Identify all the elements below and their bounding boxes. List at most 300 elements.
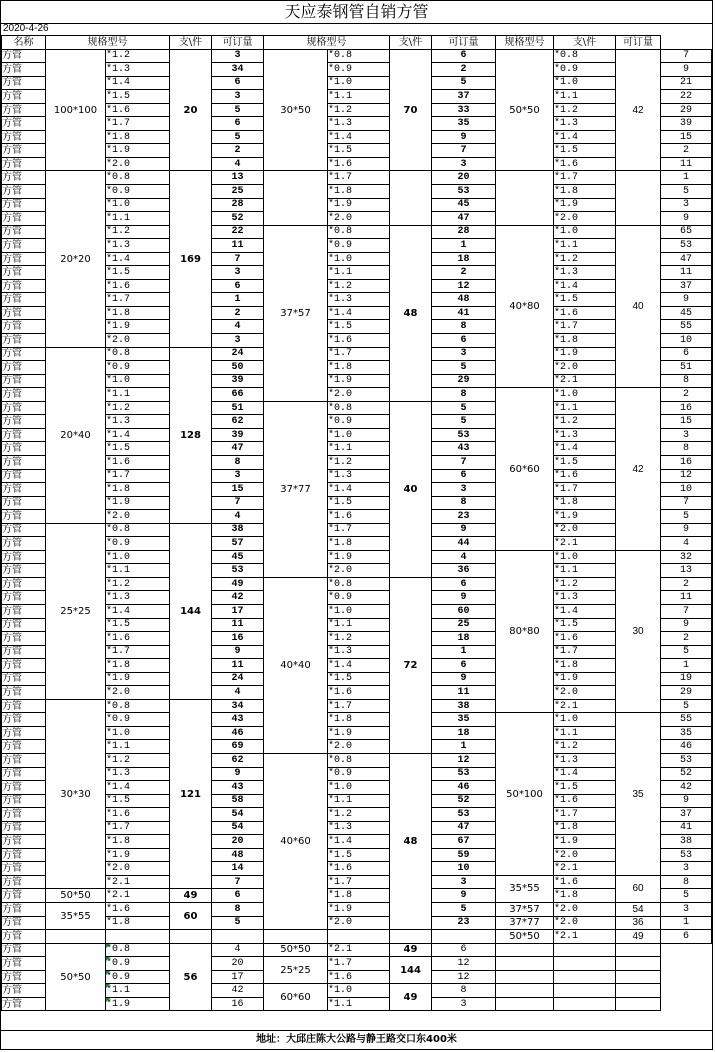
table-row — [2, 279, 712, 293]
col2-qty: 5 — [432, 903, 496, 917]
col2-qty: 6 — [432, 49, 496, 63]
col2-qty: 6 — [432, 577, 496, 591]
row-label: 方管 — [2, 523, 46, 537]
col1-spec: *0.9 — [106, 185, 170, 199]
bottom-right-empty — [554, 970, 616, 984]
col1-qty: 49 — [212, 577, 264, 591]
row-label: 方管 — [2, 306, 46, 320]
col3-spec: *1.3 — [554, 117, 616, 131]
table-row — [2, 496, 712, 510]
sheet-date: 2020-4-26 — [3, 23, 49, 34]
header-cell-4: 规格型号 — [264, 36, 390, 50]
col3-spec: *2.0 — [554, 361, 616, 375]
col3-qty: 39 — [661, 117, 712, 131]
col1-spec: *2.0 — [106, 510, 170, 524]
col3-qty: 9 — [661, 618, 712, 632]
col2-spec: *1.0 — [328, 428, 390, 442]
col1-spec: *1.6 — [106, 455, 170, 469]
col2-spec: *0.9 — [328, 239, 390, 253]
col1-qty: 57 — [212, 537, 264, 551]
col3-size: 37*57 — [496, 903, 554, 917]
table-row — [2, 252, 712, 266]
col2-qty: 45 — [432, 198, 496, 212]
col3-spec: *1.4 — [554, 767, 616, 781]
col2-size: 37*57 — [264, 225, 328, 401]
bottom-right-empty — [616, 984, 661, 998]
col3-spec: *1.6 — [554, 157, 616, 171]
row-label: 方管 — [2, 794, 46, 808]
row-label: 方管 — [2, 713, 46, 727]
col2-qty: 48 — [432, 293, 496, 307]
bottom-mid-pieces: 144 — [390, 957, 432, 984]
row-label: 方管 — [2, 361, 46, 375]
col3-qty: 15 — [661, 415, 712, 429]
col1-spec: *1.8 — [106, 130, 170, 144]
row-label: 方管 — [2, 781, 46, 795]
col1-spec: *1.8 — [106, 659, 170, 673]
col3-qty: 2 — [661, 388, 712, 402]
col2-spec: *2.0 — [328, 564, 390, 578]
col1-qty: 6 — [212, 76, 264, 90]
col2-spec: *1.7 — [328, 699, 390, 713]
col3-spec: *1.5 — [554, 781, 616, 795]
col2-spec: *1.2 — [328, 103, 390, 117]
col3-qty: 7 — [661, 496, 712, 510]
table-row — [2, 117, 712, 131]
row-label: 方管 — [2, 63, 46, 77]
row-label: 方管 — [2, 835, 46, 849]
col3-spec: *1.2 — [554, 740, 616, 754]
col2-pieces: 70 — [390, 49, 432, 171]
col1-qty: 50 — [212, 361, 264, 375]
col3-qty: 1 — [661, 659, 712, 673]
col3-spec: *2.1 — [554, 699, 616, 713]
col3-qty: 22 — [661, 90, 712, 104]
col1-pieces: 144 — [170, 523, 212, 699]
table-row — [2, 374, 712, 388]
header-cell-9: 可订量 — [616, 36, 661, 50]
col2-qty: 18 — [432, 632, 496, 646]
col1-qty: 7 — [212, 875, 264, 889]
table-row — [2, 212, 712, 226]
col3-spec: *1.4 — [554, 442, 616, 456]
col3-qty: 41 — [661, 821, 712, 835]
col1-size: 20*20 — [46, 171, 106, 347]
col2-qty: 5 — [432, 415, 496, 429]
col2-spec: *1.9 — [328, 198, 390, 212]
col2-spec: *1.4 — [328, 130, 390, 144]
col2-spec: *1.0 — [328, 76, 390, 90]
col3-pieces: 40 — [616, 225, 661, 388]
bottom-size: 50*50 — [46, 943, 106, 1011]
col3-size: 35*55 — [496, 875, 554, 902]
col2-qty: 9 — [432, 523, 496, 537]
col1-qty: 2 — [212, 306, 264, 320]
table-row — [2, 266, 712, 280]
col1-pieces: 169 — [170, 171, 212, 347]
table-row — [2, 632, 712, 646]
col2-qty: 25 — [432, 618, 496, 632]
col3-qty: 6 — [661, 930, 712, 944]
col3-qty: 7 — [661, 604, 712, 618]
col3-spec: *2.0 — [554, 686, 616, 700]
col1-qty: 11 — [212, 618, 264, 632]
col1-qty: 45 — [212, 550, 264, 564]
col1-size: 50*50 — [46, 889, 106, 903]
col1-qty: 52 — [212, 212, 264, 226]
table-row — [2, 943, 712, 957]
col3-qty: 38 — [661, 835, 712, 849]
col2-qty: 9 — [432, 591, 496, 605]
table-row — [2, 753, 712, 767]
col2-spec: *1.8 — [328, 185, 390, 199]
table-row — [2, 428, 712, 442]
row-label: 方管 — [2, 984, 46, 998]
row-label: 方管 — [2, 645, 46, 659]
table-row — [2, 171, 712, 185]
col1-spec: *1.6 — [106, 808, 170, 822]
row-label: 方管 — [2, 401, 46, 415]
col3-spec: *1.0 — [554, 76, 616, 90]
table-row — [2, 672, 712, 686]
col1-spec: *1.0 — [106, 374, 170, 388]
col3-pieces: 54 — [616, 903, 661, 917]
col1-qty: 24 — [212, 347, 264, 361]
col1-spec: *1.0 — [106, 726, 170, 740]
col3-spec: *1.9 — [554, 510, 616, 524]
col3-pieces: 49 — [616, 930, 661, 944]
col3-spec: *1.5 — [554, 293, 616, 307]
col1-spec: *1.9 — [106, 848, 170, 862]
col3-spec: *2.1 — [554, 862, 616, 876]
header-cell-0: 名称 — [2, 36, 46, 50]
bottom-right-empty — [616, 957, 661, 971]
col1-qty: 43 — [212, 713, 264, 727]
col1-spec: *1.3 — [106, 239, 170, 253]
col3-spec: *2.0 — [554, 212, 616, 226]
col1-spec: *0.9 — [106, 537, 170, 551]
col1-qty: 6 — [212, 279, 264, 293]
col3-spec: *1.7 — [554, 808, 616, 822]
col1-qty: 7 — [212, 252, 264, 266]
bottom-mid-size: 60*60 — [264, 984, 328, 1011]
bottom-right-pieces — [616, 943, 661, 957]
col1-spec: *1.4 — [106, 604, 170, 618]
col1-spec: *1.7 — [106, 293, 170, 307]
col3-qty: 9 — [661, 523, 712, 537]
table-row — [2, 469, 712, 483]
table-row — [2, 645, 712, 659]
table-row — [2, 523, 712, 537]
col2-qty: 3 — [432, 157, 496, 171]
sheet-title: 天应泰钢管自销方管 — [1, 1, 712, 24]
col1-qty: 58 — [212, 794, 264, 808]
col2-spec: *1.6 — [328, 334, 390, 348]
col1-qty: 11 — [212, 659, 264, 673]
row-label: 方管 — [2, 889, 46, 903]
col3-qty: 5 — [661, 699, 712, 713]
col1-qty: 22 — [212, 225, 264, 239]
bottom-qty: 17 — [212, 970, 264, 984]
col1-qty: 43 — [212, 781, 264, 795]
col1-spec: *0.8 — [106, 699, 170, 713]
col3-qty: 5 — [661, 510, 712, 524]
col2-spec: *1.1 — [328, 618, 390, 632]
col3-qty: 42 — [661, 781, 712, 795]
col2-qty: 18 — [432, 252, 496, 266]
col1-qty: 8 — [212, 455, 264, 469]
row-label: 方管 — [2, 496, 46, 510]
col2-qty: 43 — [432, 442, 496, 456]
col3-spec: *1.2 — [554, 415, 616, 429]
table-row — [2, 442, 712, 456]
bottom-right-size — [496, 943, 554, 957]
header-cell-1: 规格型号 — [46, 36, 170, 50]
table-row — [2, 157, 712, 171]
col1-qty: 16 — [212, 632, 264, 646]
col2-qty: 60 — [432, 604, 496, 618]
row-label: 方管 — [2, 632, 46, 646]
table-row — [2, 63, 712, 77]
col3-spec: *2.1 — [554, 930, 616, 944]
col1-spec: *1.2 — [106, 577, 170, 591]
col2-spec: *1.5 — [328, 496, 390, 510]
col3-spec: *1.2 — [554, 577, 616, 591]
col2-qty: 5 — [432, 361, 496, 375]
bottom-spec: *0.8 — [106, 943, 170, 957]
row-label: 方管 — [2, 740, 46, 754]
table-row — [2, 577, 712, 591]
col2-qty: 6 — [432, 659, 496, 673]
col1-qty: 3 — [212, 334, 264, 348]
col1-qty: 39 — [212, 374, 264, 388]
col2-spec: *0.8 — [328, 225, 390, 239]
col2-spec: *1.7 — [328, 523, 390, 537]
col1-qty: 53 — [212, 564, 264, 578]
col2-qty: 44 — [432, 537, 496, 551]
header-cell-8: 支\件 — [554, 36, 616, 50]
table-row — [2, 618, 712, 632]
table-row — [2, 713, 712, 727]
col1-qty: 1 — [212, 293, 264, 307]
bottom-mid-spec: *1.6 — [328, 970, 390, 984]
col3-qty: 55 — [661, 713, 712, 727]
col2-spec: *1.4 — [328, 835, 390, 849]
col2-qty: 47 — [432, 212, 496, 226]
col1-empty — [170, 930, 212, 944]
col2-spec: *1.5 — [328, 672, 390, 686]
col1-spec: *0.8 — [106, 347, 170, 361]
address-footer: 地址：大邱庄陈大公路与静王路交口东400米 — [1, 1030, 712, 1049]
bottom-right-empty — [554, 984, 616, 998]
col3-spec: *1.8 — [554, 821, 616, 835]
col1-spec: *1.5 — [106, 794, 170, 808]
col3-spec: *1.1 — [554, 239, 616, 253]
col2-spec: *1.6 — [328, 686, 390, 700]
row-label: 方管 — [2, 185, 46, 199]
table-row — [2, 388, 712, 402]
col2-qty: 23 — [432, 916, 496, 930]
row-label: 方管 — [2, 76, 46, 90]
col1-qty: 4 — [212, 157, 264, 171]
row-label: 方管 — [2, 848, 46, 862]
col3-spec: *1.7 — [554, 483, 616, 497]
col1-spec: *1.4 — [106, 252, 170, 266]
col1-qty: 3 — [212, 266, 264, 280]
row-label: 方管 — [2, 618, 46, 632]
col2-qty: 52 — [432, 794, 496, 808]
table-row — [2, 49, 712, 63]
col3-spec: *2.0 — [554, 916, 616, 930]
col1-qty: 6 — [212, 889, 264, 903]
col3-qty: 4 — [661, 537, 712, 551]
col1-qty: 42 — [212, 591, 264, 605]
col2-qty: 28 — [432, 225, 496, 239]
col2-qty: 59 — [432, 848, 496, 862]
row-label: 方管 — [2, 564, 46, 578]
col2-qty: 12 — [432, 279, 496, 293]
row-label: 方管 — [2, 388, 46, 402]
col3-qty: 3 — [661, 198, 712, 212]
col1-qty: 48 — [212, 848, 264, 862]
col2-qty: 9 — [432, 672, 496, 686]
col1-qty: 20 — [212, 835, 264, 849]
col1-spec: *0.8 — [106, 171, 170, 185]
col2-spec: *1.9 — [328, 726, 390, 740]
bottom-mid-pieces: 49 — [390, 984, 432, 1011]
col3-qty: 29 — [661, 103, 712, 117]
col3-qty: 11 — [661, 266, 712, 280]
col3-qty: 19 — [661, 672, 712, 686]
bottom-right-empty — [554, 957, 616, 971]
col2-spec: *1.4 — [328, 483, 390, 497]
col2-qty: 7 — [432, 455, 496, 469]
col3-spec: *1.3 — [554, 753, 616, 767]
row-label: 方管 — [2, 659, 46, 673]
table-row — [2, 767, 712, 781]
col3-spec: *1.8 — [554, 185, 616, 199]
col2-spec: *0.8 — [328, 49, 390, 63]
col2-spec: *1.8 — [328, 361, 390, 375]
col3-qty: 8 — [661, 875, 712, 889]
col1-qty: 62 — [212, 415, 264, 429]
inventory-table — [1, 35, 712, 1011]
col1-qty: 4 — [212, 510, 264, 524]
table-row — [2, 889, 712, 903]
row-label: 方管 — [2, 293, 46, 307]
col3-spec: *1.0 — [554, 388, 616, 402]
col2-spec: *1.3 — [328, 293, 390, 307]
col1-pieces: 128 — [170, 347, 212, 523]
col1-spec: *1.3 — [106, 63, 170, 77]
col3-qty: 13 — [661, 564, 712, 578]
col3-spec: *1.7 — [554, 171, 616, 185]
bottom-mid-qty: 12 — [432, 970, 496, 984]
row-label: 方管 — [2, 699, 46, 713]
col2-qty: 53 — [432, 185, 496, 199]
table-row — [2, 848, 712, 862]
col2-qty: 10 — [432, 862, 496, 876]
col3-pieces: 42 — [616, 388, 661, 551]
col1-qty: 5 — [212, 130, 264, 144]
col3-spec: *1.9 — [554, 347, 616, 361]
col2-qty: 33 — [432, 103, 496, 117]
col1-spec: *2.0 — [106, 686, 170, 700]
col2-size — [264, 171, 328, 225]
col1-spec: *1.8 — [106, 483, 170, 497]
col2-size: 40*40 — [264, 577, 328, 753]
col3-qty: 3 — [661, 862, 712, 876]
col1-qty: 14 — [212, 862, 264, 876]
row-label: 方管 — [2, 49, 46, 63]
table-row — [2, 90, 712, 104]
bottom-right-empty — [554, 997, 616, 1011]
col2-spec: *1.2 — [328, 455, 390, 469]
col2-pieces: 72 — [390, 577, 432, 753]
col2-qty: 37 — [432, 90, 496, 104]
col1-spec: *1.7 — [106, 117, 170, 131]
col3-spec: *1.5 — [554, 455, 616, 469]
col1-spec: *1.5 — [106, 90, 170, 104]
col3-spec: *1.8 — [554, 889, 616, 903]
row-label: 方管 — [2, 930, 46, 944]
table-row — [2, 794, 712, 808]
row-label: 方管 — [2, 862, 46, 876]
col2-qty: 8 — [432, 388, 496, 402]
col2-size: 40*60 — [264, 753, 328, 929]
row-label: 方管 — [2, 604, 46, 618]
col1-qty: 4 — [212, 320, 264, 334]
header-cell-5: 支\件 — [390, 36, 432, 50]
col3-qty: 11 — [661, 591, 712, 605]
col3-qty: 5 — [661, 889, 712, 903]
row-label: 方管 — [2, 821, 46, 835]
col1-qty: 46 — [212, 726, 264, 740]
col1-qty: 34 — [212, 699, 264, 713]
table-row — [2, 320, 712, 334]
col1-qty: 6 — [212, 117, 264, 131]
table-row — [2, 130, 712, 144]
col1-pieces: 49 — [170, 889, 212, 903]
col1-empty — [106, 930, 170, 944]
col1-spec: *1.0 — [106, 198, 170, 212]
col2-qty: 1 — [432, 740, 496, 754]
col2-pieces: 48 — [390, 753, 432, 929]
col1-spec: *1.6 — [106, 103, 170, 117]
bottom-right-empty — [496, 970, 554, 984]
bottom-mid-qty: 6 — [432, 943, 496, 957]
col1-spec: *1.5 — [106, 442, 170, 456]
col1-spec: *1.6 — [106, 632, 170, 646]
table-row — [2, 564, 712, 578]
row-label: 方管 — [2, 943, 46, 957]
col2-qty: 41 — [432, 306, 496, 320]
table-row — [2, 740, 712, 754]
col2-qty: 11 — [432, 686, 496, 700]
col3-spec: *1.1 — [554, 726, 616, 740]
col3-spec: *1.8 — [554, 496, 616, 510]
col1-qty: 11 — [212, 239, 264, 253]
col3-qty: 47 — [661, 252, 712, 266]
col2-qty: 46 — [432, 781, 496, 795]
row-label: 方管 — [2, 767, 46, 781]
bottom-mid-spec: *1.7 — [328, 957, 390, 971]
col1-empty — [46, 930, 106, 944]
row-label: 方管 — [2, 374, 46, 388]
col1-qty: 8 — [212, 903, 264, 917]
row-label: 方管 — [2, 212, 46, 226]
col2-size: 30*50 — [264, 49, 328, 171]
